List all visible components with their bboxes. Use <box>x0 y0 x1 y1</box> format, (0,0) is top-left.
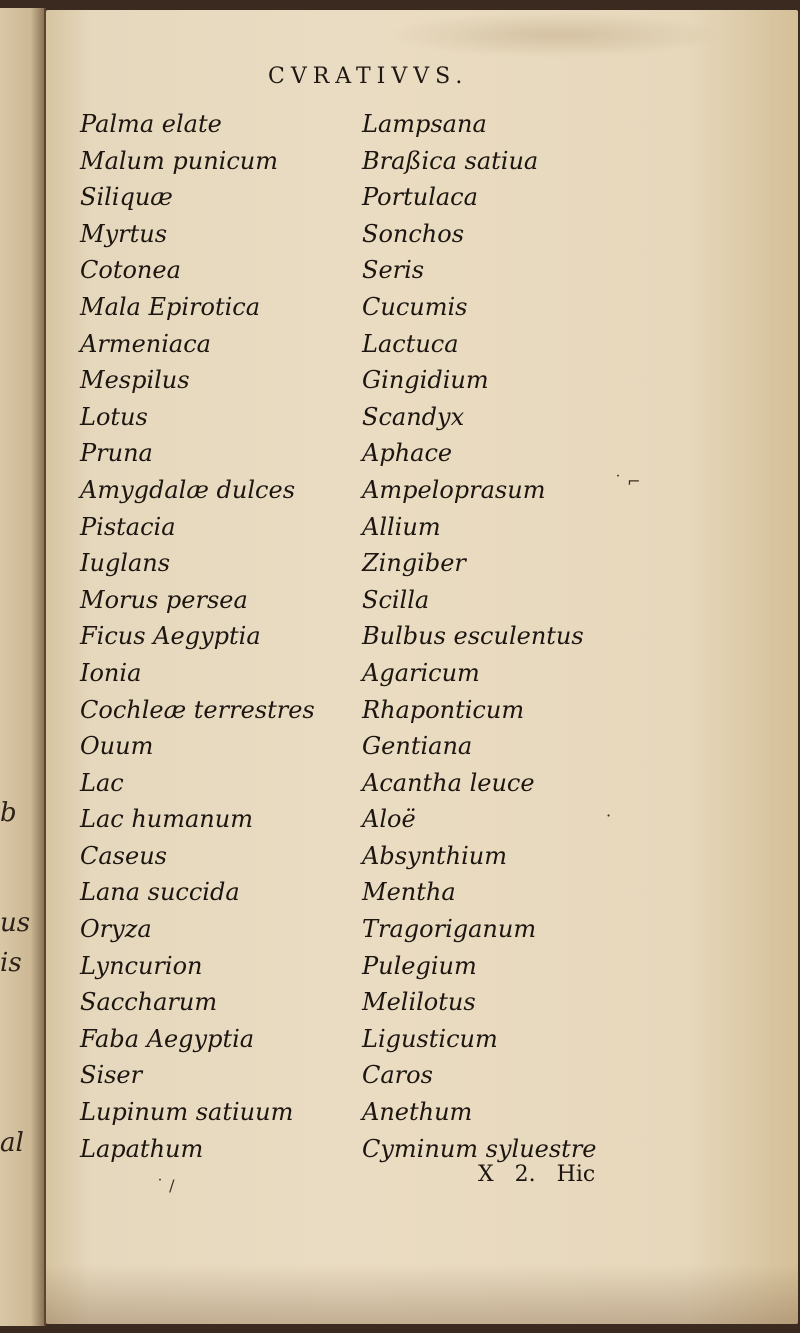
left-column-entry: Lotus <box>80 402 148 431</box>
left-column-entry: Siser <box>80 1061 143 1090</box>
right-column-entry: Caros <box>362 1061 433 1090</box>
right-column-entry: Aphace <box>362 439 453 468</box>
margin-mark: ˙ ⌐ <box>614 472 641 491</box>
right-column-entry: Agaricum <box>362 658 480 687</box>
right-column-entry: Portulaca <box>362 183 478 212</box>
right-column-entry: Sonchos <box>362 219 465 248</box>
margin-mark: ˙ / <box>156 1176 175 1195</box>
signature-mark: X 2. Hic <box>478 1162 596 1187</box>
right-column-entry: Absynthium <box>362 841 508 870</box>
right-column-entry: Cucumis <box>362 292 468 321</box>
right-column-entry: Gentiana <box>362 732 473 761</box>
right-column-entry: Braßica satiua <box>362 146 539 175</box>
right-column-entry: Cyminum syluestre <box>362 1134 597 1163</box>
right-column-entry: Lampsana <box>362 110 487 138</box>
left-column-entry: Cotonea <box>80 256 181 285</box>
right-column-entry: Scilla <box>362 585 430 614</box>
left-column-entry: Siliquæ <box>80 183 173 212</box>
left-column-entry: Cochleæ terrestres <box>80 695 315 724</box>
left-column-entry: Pistacia <box>80 512 176 541</box>
left-column-entry: Oryza <box>80 915 152 944</box>
left-column-entry: Mespilus <box>80 366 190 395</box>
left-column-entry: Iuglans <box>80 549 171 578</box>
right-column-entry: Scandyx <box>362 402 465 431</box>
edge-fragment: b <box>0 798 17 828</box>
right-column-entry: Mentha <box>362 878 456 907</box>
right-column-entry: Allium <box>362 512 441 541</box>
right-column-entry: Acantha leuce <box>362 768 535 797</box>
left-column-entry: Armeniaca <box>80 329 211 358</box>
left-column-entry: Lac humanum <box>80 805 253 834</box>
left-column-entry: Caseus <box>80 841 167 870</box>
left-column-entry: Pruna <box>80 439 153 468</box>
right-column-entry: Rhaponticum <box>362 695 525 724</box>
left-column-entry: Saccharum <box>80 988 218 1017</box>
right-column <box>362 106 597 1167</box>
running-head: CVRATIVVS. <box>268 64 469 89</box>
right-column-entry: Tragoriganum <box>362 915 537 944</box>
left-column-entry: Palma elate <box>80 110 222 138</box>
margin-mark: · <box>606 806 612 825</box>
right-column-entry: Melilotus <box>362 988 476 1017</box>
left-column-entry: Faba Aegyptia <box>80 1024 255 1053</box>
left-column-entry: Lana succida <box>80 878 240 907</box>
right-column-entry: Seris <box>362 256 425 285</box>
left-column-entry: Lupinum satiuum <box>80 1098 294 1127</box>
left-column-entry: Malum punicum <box>80 146 279 175</box>
left-column-entry: Mala Epirotica <box>80 292 261 321</box>
left-column-entry: Ficus Aegyptia <box>80 622 261 651</box>
right-column-entry: Aloë <box>362 805 416 834</box>
right-column-entry: Anethum <box>362 1098 473 1127</box>
left-page-edge <box>0 8 46 1326</box>
right-column-entry: Ligusticum <box>362 1024 498 1053</box>
edge-fragment: us <box>0 908 31 938</box>
left-column-entry: Myrtus <box>80 219 168 248</box>
right-column-entry: Gingidium <box>362 366 489 395</box>
edge-fragment: is <box>0 948 22 978</box>
left-column-entry: Lapathum <box>80 1134 204 1163</box>
right-column-entry: Bulbus esculentus <box>362 622 584 651</box>
right-column-entry: Lactuca <box>362 329 459 358</box>
page-stain <box>386 12 726 58</box>
right-column-entry: Pulegium <box>362 951 477 980</box>
right-column-entry: Ampeloprasum <box>362 475 546 504</box>
left-column-entry: Lyncurion <box>80 951 203 980</box>
page-stain-bottom <box>46 1264 798 1324</box>
left-column-entry: Morus persea <box>80 585 248 614</box>
right-column-entry: Zingiber <box>362 549 466 578</box>
left-column-entry: Lac <box>80 768 124 797</box>
edge-fragment: al <box>0 1128 24 1158</box>
book-page <box>46 10 798 1324</box>
left-column-entry: Ionia <box>80 658 142 687</box>
left-column <box>80 106 315 1167</box>
left-column-entry: Amygdalæ dulces <box>80 475 296 504</box>
left-column-entry: Ouum <box>80 732 154 761</box>
